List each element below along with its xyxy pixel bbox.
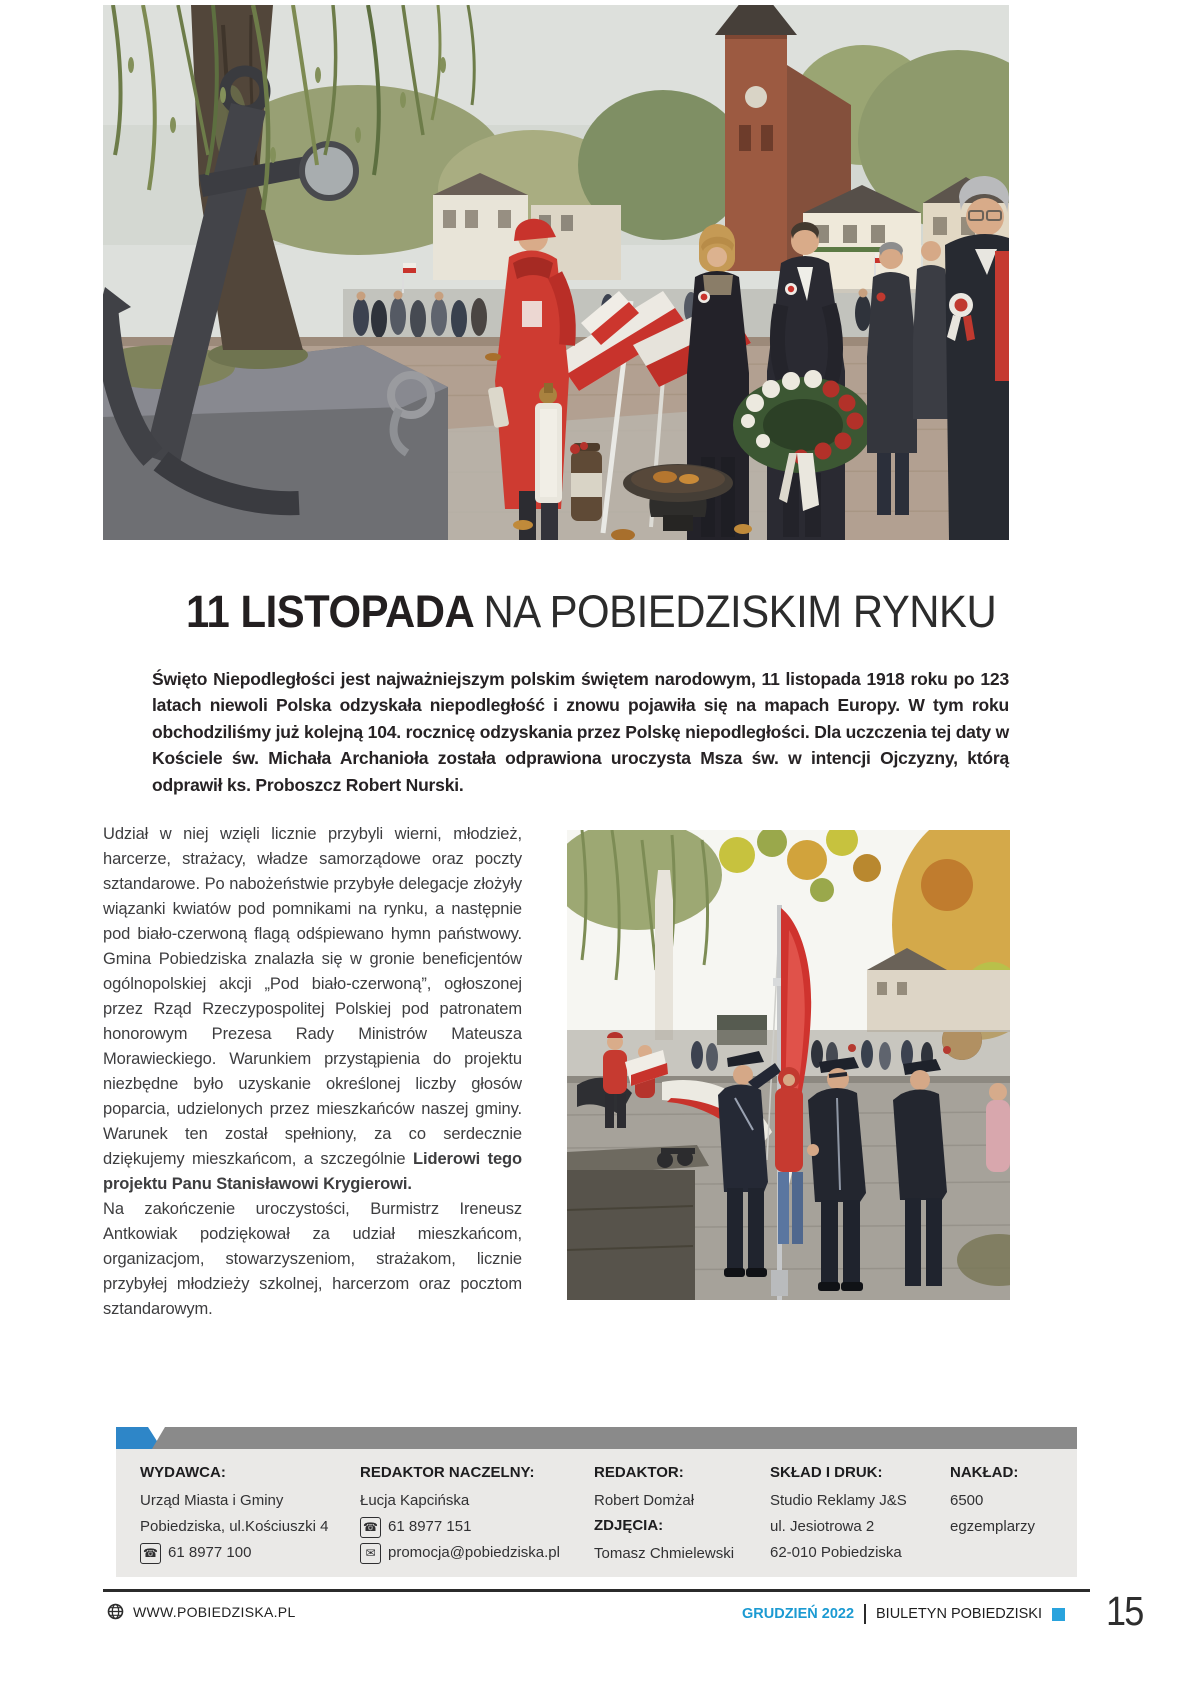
- circulation-heading: NAKŁAD:: [950, 1464, 1019, 1481]
- credits-circulation: [950, 1461, 1035, 1540]
- lead-paragraph: Święto Niepodległości jest najważniejszym polskim świętem narodowym, 11 listopada 1918 roku po 123 latach niewoli Polska odzyskała niepodległość i znowu pojawiła się na mapach Europy. W tym roku obchodziliśmy już kolejną 104. rocznicę odzyskania przez Polskę niepodległości. Dla uczczenia tej daty w Kościele św. Michała Archanioła została odprawiona uroczysta Msza św. w intencji Ojczyzny, którą odprawił ks. Proboszcz Robert Nurski.: [152, 669, 1009, 795]
- publisher-phone: 61 8977 100: [168, 1544, 252, 1561]
- editor-heading: REDAKTOR:: [594, 1464, 684, 1481]
- flag-raising-photo: [567, 830, 1010, 1300]
- body-paragraph-1: [103, 822, 522, 1197]
- article-body: [103, 822, 522, 1322]
- title-light: NA POBIEDZISKIM RYNKU: [483, 586, 997, 637]
- body-paragraph-2: Na zakończenie uroczystości, Burmistrz Ireneusz Antkowiak podziękował za udział mieszkańcom, organizacjom, stowarzyszeniom, strażakom, licznie przybyłej młodzieży szkolnej, harcerzom oraz pocztom sztandarowym.: [103, 1200, 522, 1318]
- publisher-heading: WYDAWCA:: [140, 1464, 226, 1481]
- page-title: [186, 586, 996, 638]
- phone-icon: ☎: [360, 1517, 381, 1538]
- credits-bar-gray: [152, 1427, 1077, 1449]
- editor-in-chief-email[interactable]: promocja@pobiedziska.pl: [388, 1544, 560, 1561]
- photographer-name: Tomasz Chmielewski: [594, 1545, 735, 1562]
- page-number: 15: [1106, 1588, 1143, 1634]
- globe-icon: [107, 1603, 124, 1620]
- print-line1: Studio Reklamy J&S: [770, 1492, 907, 1509]
- body-text-1-bold: Liderowi tego projektu Panu Stanisławowi Krygierowi.: [103, 1150, 523, 1193]
- footer-bulletin-name: BIULETYN POBIEDZISKI: [876, 1606, 1043, 1622]
- photos-heading: ZDJĘCIA:: [594, 1517, 664, 1534]
- publisher-line1: Urząd Miasta i Gminy: [140, 1492, 284, 1509]
- circulation-line1: 6500: [950, 1492, 984, 1509]
- footer-blue-square: [1052, 1608, 1065, 1621]
- editor-in-chief-phone: 61 8977 151: [388, 1518, 472, 1535]
- body-text-1: Udział w niej wzięli licznie przybyli wierni, młodzież, harcerze, strażacy, władze samorządowe oraz poczty sztandarowe. Po nabożeństwie przybyłe delegacje złożyły wiązanki kwiatów pod pomnikami na rynku, a następnie pod biało-czerwoną flagą odśpiewano hymn państwowy. Gmina Pobiedziska znalazła się w gronie beneficjentów ogólnopolskiej akcji „Pod biało-czerwoną”, ogłoszonej przez Rząd Rzeczypospolitej Polskiej pod patronatem honorowym Prezesa Rady Ministrów Mateusza Morawieckiego. Warunkiem przystąpienia do projektu niezbędne było uzyskanie określonej liczby głosów poparcia, udzielonych przez mieszkańców naszej gminy. Warunek ten został spełniony, za co serdecznie dziękujemy mieszkańcom, a szczególnie: [103, 825, 522, 1168]
- credits-editor-in-chief: [360, 1461, 560, 1566]
- print-line3: 62-010 Pobiedziska: [770, 1544, 902, 1561]
- footer-website[interactable]: WWW.POBIEDZISKA.PL: [133, 1603, 296, 1620]
- footer-issue-group: [742, 1604, 1065, 1624]
- ceremony-photo-illustration: [103, 5, 1009, 540]
- footer-separator: [864, 1604, 866, 1624]
- credits-publisher: [140, 1461, 328, 1566]
- publisher-line2: Pobiedziska, ul.Kościuszki 4: [140, 1518, 329, 1535]
- credits-box: [116, 1449, 1077, 1577]
- flag-raising-illustration: [567, 830, 1010, 1300]
- ceremony-photo: [103, 5, 1009, 540]
- phone-icon: ☎: [140, 1543, 161, 1564]
- editor-name: Robert Domżał: [594, 1492, 695, 1509]
- title-bold: 11 LISTOPADA: [186, 586, 475, 637]
- print-heading: SKŁAD I DRUK:: [770, 1464, 883, 1481]
- helper-red-hood: [775, 1067, 803, 1244]
- circulation-line2: egzemplarzy: [950, 1518, 1036, 1535]
- footer-issue-date: GRUDZIEŃ 2022: [742, 1606, 855, 1622]
- editor-in-chief-name: Łucja Kapcińska: [360, 1492, 470, 1509]
- print-line2: ul. Jesiotrowa 2: [770, 1518, 875, 1535]
- editor-in-chief-heading: REDAKTOR NACZELNY:: [360, 1464, 535, 1481]
- footer-rule: [103, 1589, 1090, 1592]
- credits-editor: [594, 1461, 734, 1567]
- footer-website-group: [107, 1603, 296, 1620]
- credits-print: [770, 1461, 907, 1566]
- mail-icon: ✉: [360, 1543, 381, 1564]
